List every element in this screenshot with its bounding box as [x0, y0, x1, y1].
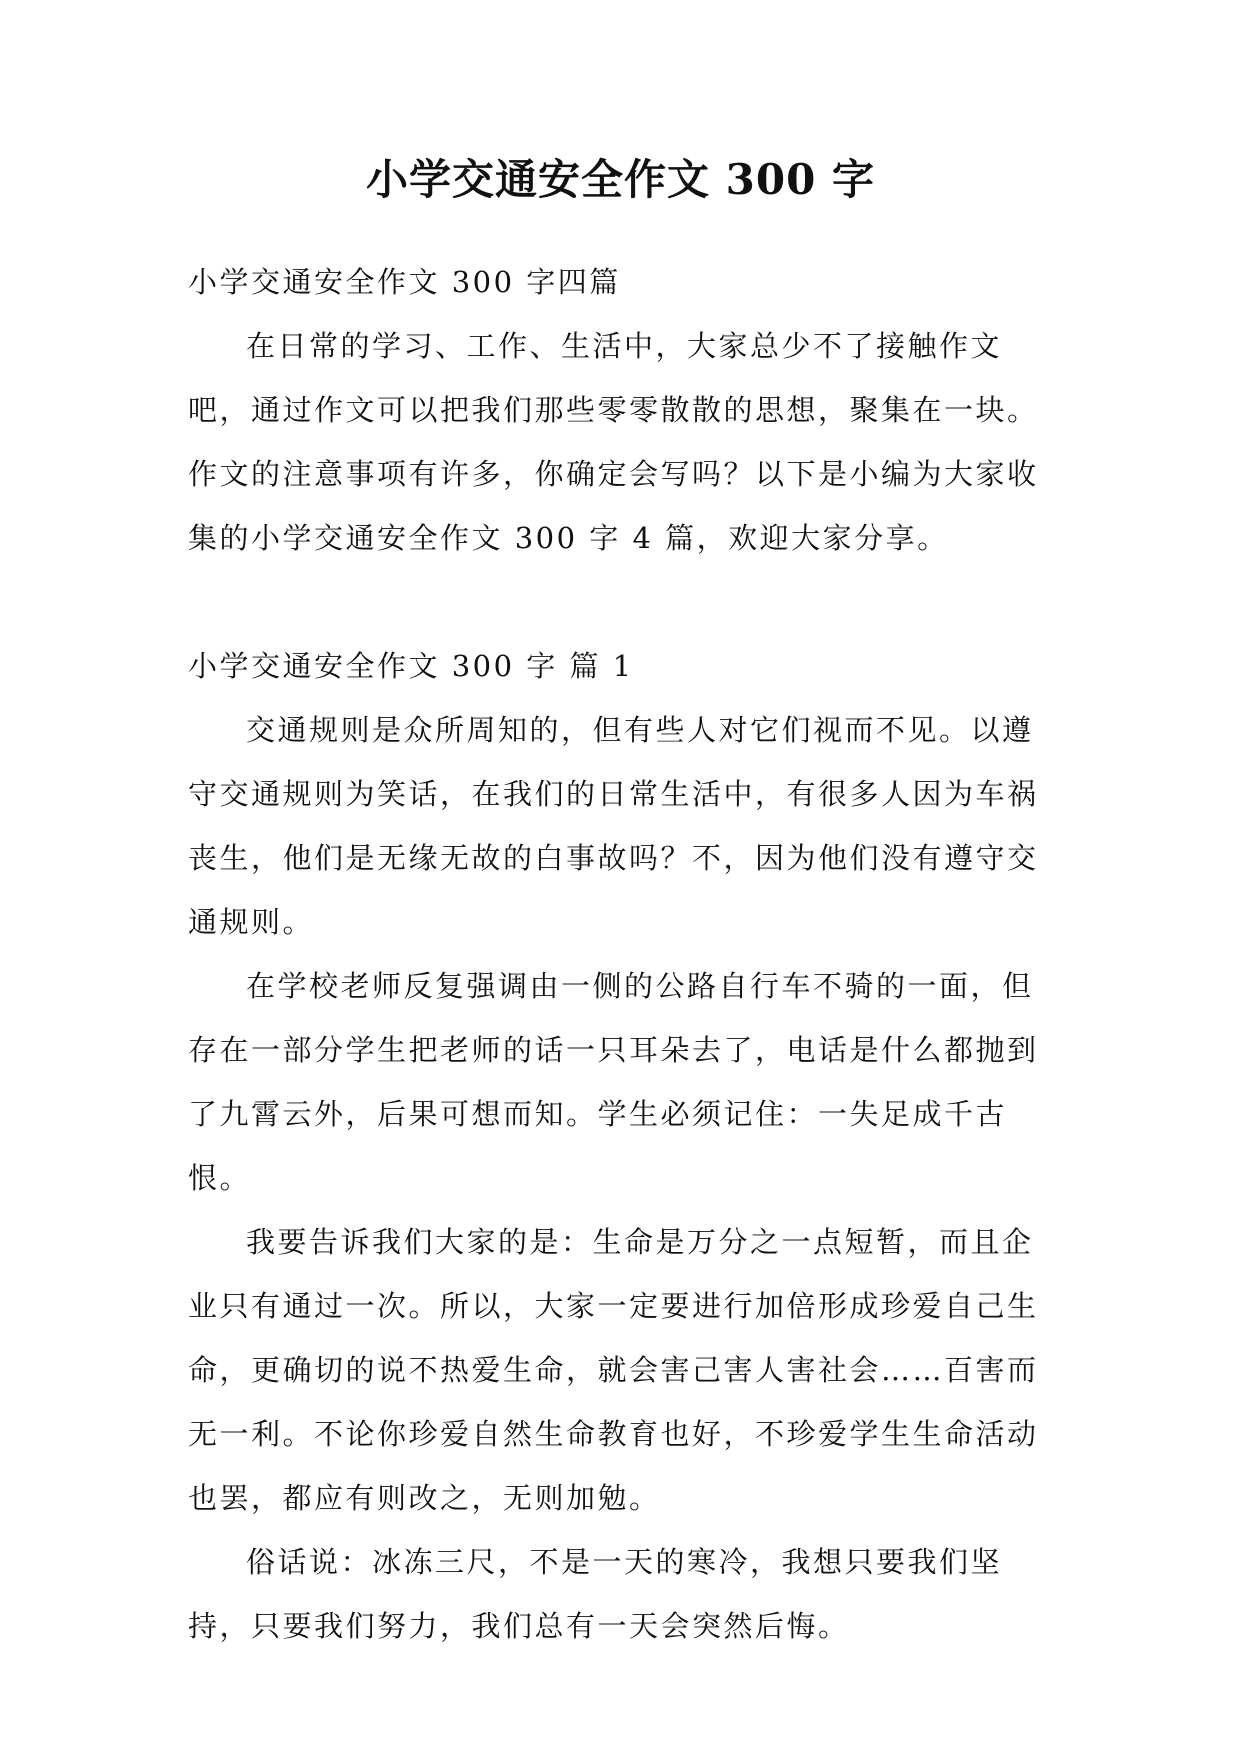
intro-heading: 小学交通安全作文 300 字四篇 — [188, 265, 621, 299]
document-title: 小学交通安全作文 300 字 — [366, 155, 875, 204]
section-1-paragraph-1: 交通规则是众所周知的，但有些人对它们视而不见。以遵守交通规则为笑话，在我们的日常生活中，有很多人因为车祸丧生，他们是无缘无故的白事故吗？不，因为他们没有遵守交通规则。 — [188, 713, 1039, 939]
section-1-paragraph-4: 俗话说：冰冻三尺，不是一天的寒冷，我想只要我们坚持，只要我们努力，我们总有一天会突然后悔。 — [188, 1545, 1003, 1643]
intro-paragraph: 在日常的学习、工作、生活中，大家总少不了接触作文吧，通过作文可以把我们那些零零散散的思想，聚集在一块。作文的注意事项有许多，你确定会写吗？以下是小编为大家收集的小学交通安全作文 300 字 4 篇，欢迎大家分享。 — [188, 329, 1039, 555]
paragraph-spacer — [188, 570, 1058, 634]
section-1-heading: 小学交通安全作文 300 字 篇 1 — [188, 649, 634, 683]
document-body — [188, 250, 1058, 1658]
section-1-paragraph-2: 在学校老师反复强调由一侧的公路自行车不骑的一面，但存在一部分学生把老师的话一只耳朵去了，电话是什么都抛到了九霄云外，后果可想而知。学生必须记住：一失足成千古恨。 — [188, 969, 1039, 1195]
section-1-paragraph-3: 我要告诉我们大家的是：生命是万分之一点短暂，而且企业只有通过一次。所以，大家一定要进行加倍形成珍爱自己生命，更确切的说不热爱生命，就会害己害人害社会……百害而无一利。不论你珍爱自然生命教育也好，不珍爱学生生命活动也罢，都应有则改之，无则加勉。 — [188, 1225, 1039, 1515]
